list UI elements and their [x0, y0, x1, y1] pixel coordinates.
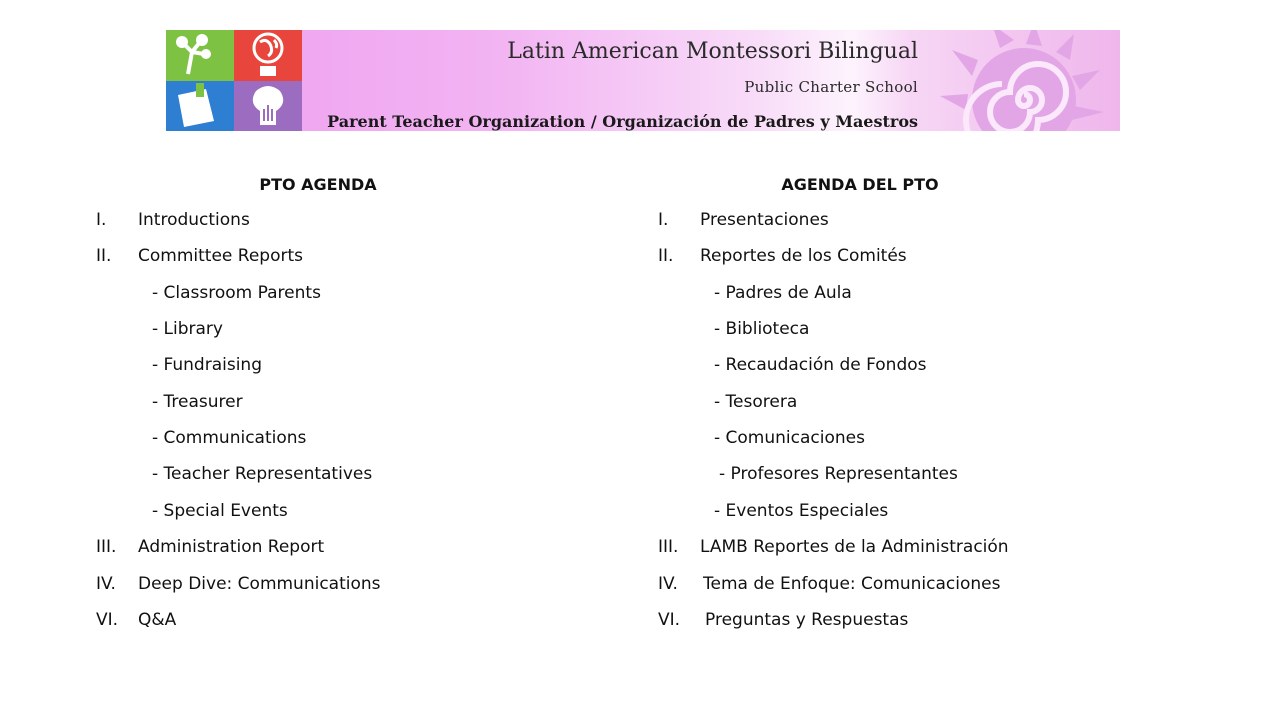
list-number: II.	[96, 246, 112, 266]
agenda-item: Preguntas y Respuestas	[705, 610, 909, 630]
list-number: III.	[658, 537, 679, 557]
agenda-item: Presentaciones	[700, 210, 829, 230]
school-subtitle: Public Charter School	[744, 78, 918, 96]
agenda-title-spanish: AGENDA DEL PTO	[781, 175, 939, 194]
agenda-subitem: - Eventos Especiales	[714, 501, 889, 521]
agenda-subitem: - Communications	[152, 428, 307, 448]
header-banner	[166, 30, 1120, 131]
agenda-subitem: - Classroom Parents	[152, 283, 321, 303]
puzzle-piece-green	[166, 30, 234, 81]
agenda-item: Tema de Enfoque: Comunicaciones	[703, 574, 1001, 594]
puzzle-logo	[166, 30, 302, 131]
agenda-subitem: - Teacher Representatives	[152, 464, 373, 484]
agenda-subitem: - Biblioteca	[714, 319, 810, 339]
agenda-subitem: - Tesorera	[714, 392, 798, 412]
list-number: VI.	[96, 610, 119, 630]
agenda-item: Committee Reports	[138, 246, 303, 266]
agenda-item: Q&A	[138, 610, 177, 630]
school-title: Latin American Montessori Bilingual	[507, 39, 918, 64]
agenda-title-english: PTO AGENDA	[259, 175, 377, 194]
sun-spiral-icon	[922, 30, 1120, 131]
agenda-subitem: - Library	[152, 319, 223, 339]
agenda-subitem: - Profesores Representantes	[719, 464, 958, 484]
agenda-item: Introductions	[138, 210, 250, 230]
list-number: III.	[96, 537, 117, 557]
list-number: I.	[96, 210, 107, 230]
list-number: IV.	[658, 574, 678, 594]
agenda-subitem: - Fundraising	[152, 355, 263, 375]
organization-line: Parent Teacher Organization / Organización de Padres y Maestros	[327, 112, 918, 131]
agenda-subitem: - Treasurer	[152, 392, 243, 412]
list-number: II.	[658, 246, 674, 266]
agenda-subitem: - Padres de Aula	[714, 283, 852, 303]
agenda-subitem: - Recaudación de Fondos	[714, 355, 927, 375]
agenda-item: LAMB Reportes de la Administración	[700, 537, 1009, 557]
agenda-item: Deep Dive: Communications	[138, 574, 381, 594]
agenda-item: Reportes de los Comités	[700, 246, 907, 266]
puzzle-piece-red	[234, 30, 302, 81]
list-number: VI.	[658, 610, 681, 630]
agenda-subitem: - Comunicaciones	[714, 428, 865, 448]
list-number: I.	[658, 210, 669, 230]
puzzle-piece-purple	[234, 81, 302, 132]
list-number: IV.	[96, 574, 116, 594]
puzzle-piece-blue	[166, 81, 234, 132]
agenda-subitem: - Special Events	[152, 501, 288, 521]
agenda-item: Administration Report	[138, 537, 325, 557]
